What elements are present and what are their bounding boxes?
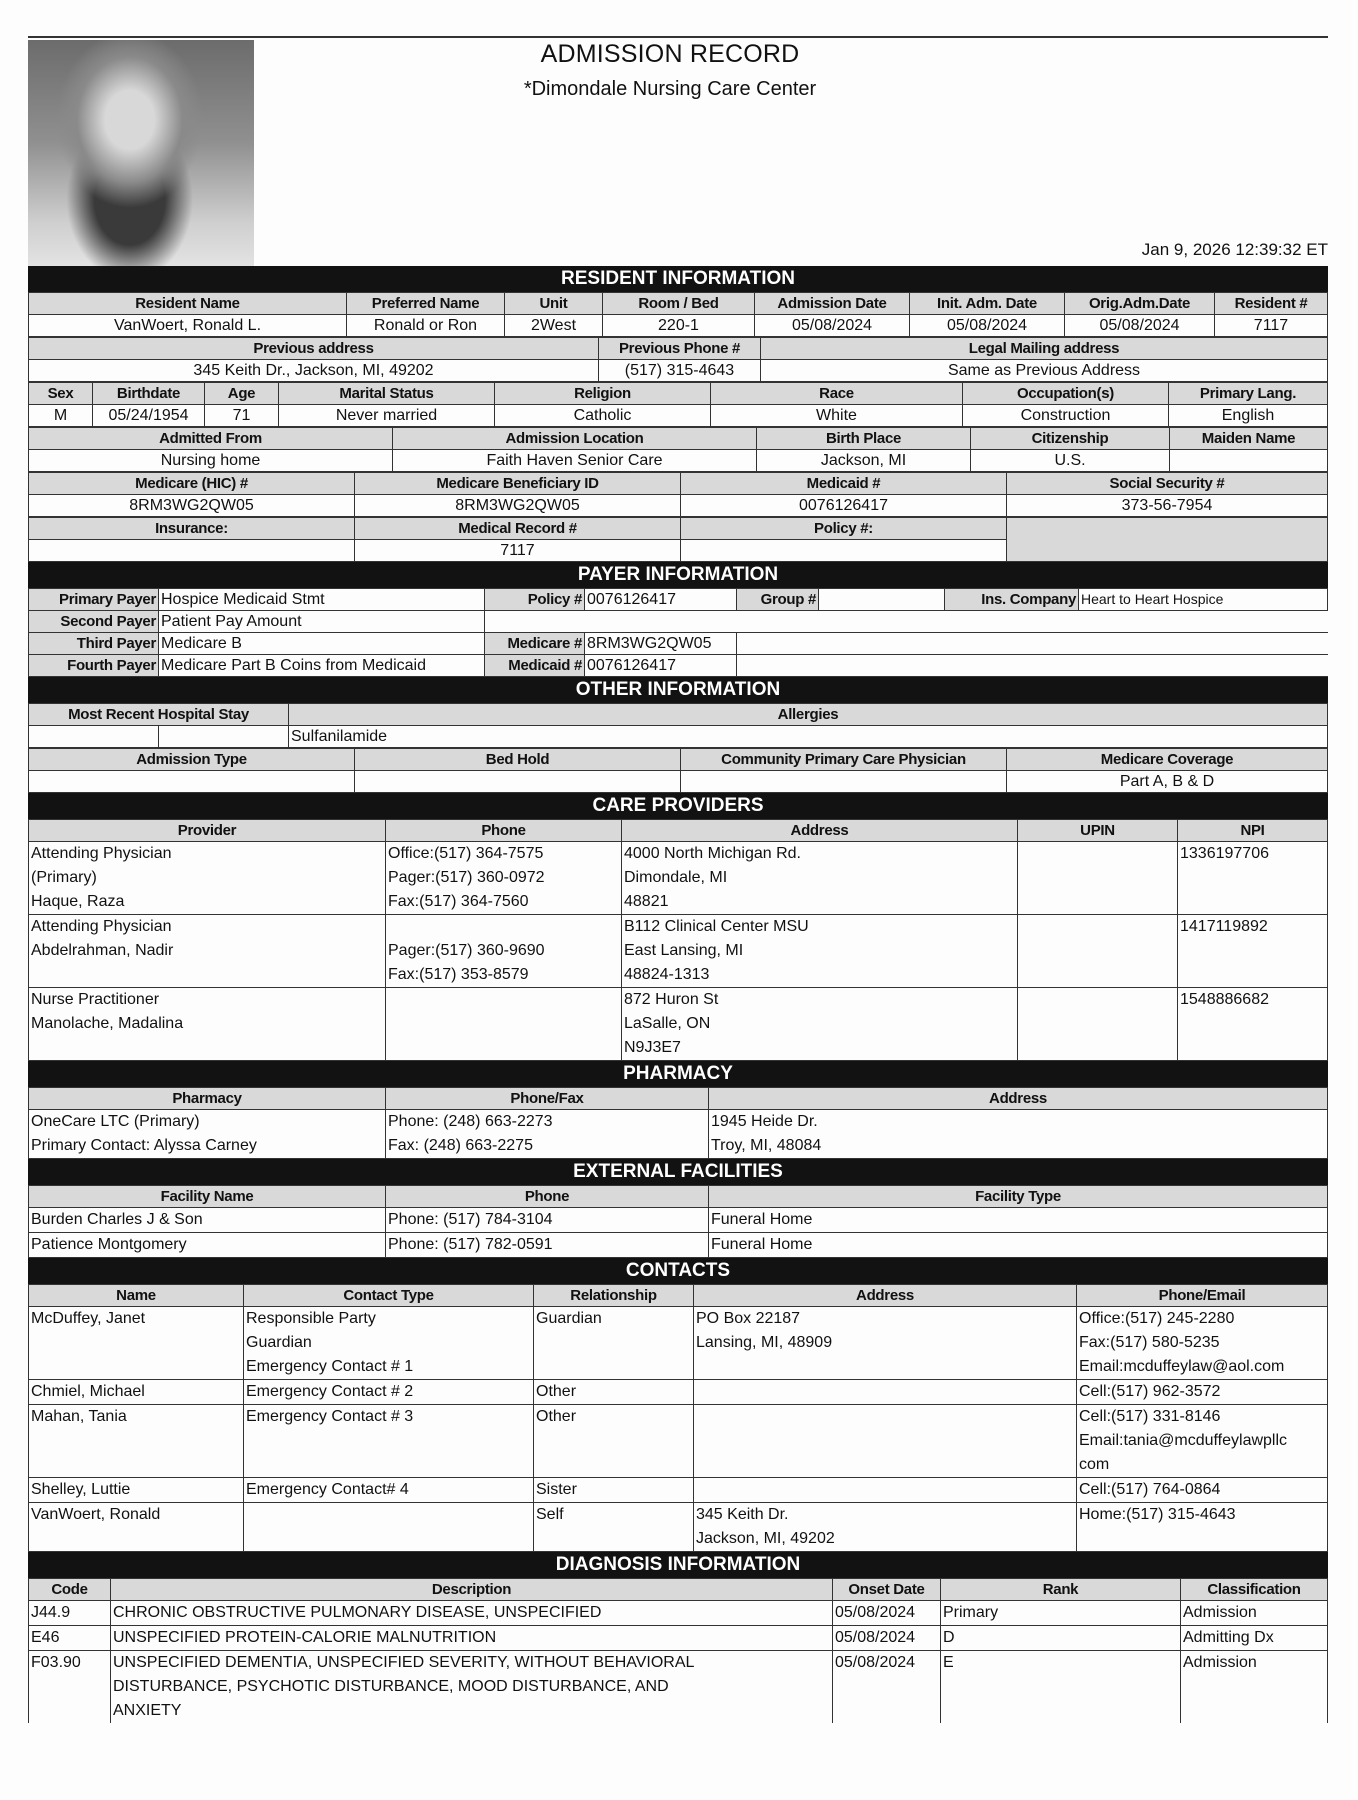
diagnosis-code: E46 — [29, 1626, 111, 1651]
diagnosis-onset: 05/08/2024 — [833, 1601, 941, 1626]
social-security: 373-56-7954 — [1007, 495, 1328, 517]
occupation: Construction — [963, 405, 1169, 427]
provider-line: Attending Physician — [31, 918, 172, 935]
address-line: Lansing, MI, 48909 — [696, 1334, 833, 1351]
contact-row — [29, 1478, 1328, 1503]
phone-line: Fax:(517) 364-7560 — [388, 893, 529, 910]
description-line: ANXIETY — [113, 1702, 182, 1719]
payer-row — [29, 611, 1328, 633]
provider-row — [29, 842, 1328, 915]
label-group: Group # — [737, 589, 819, 611]
contact-name: Chmiel, Michael — [29, 1380, 244, 1405]
label-primary-payer: Primary Payer — [29, 589, 159, 611]
contact-address — [694, 1405, 1077, 1478]
record-body — [28, 266, 1328, 1723]
label-most-recent-hospital-stay: Most Recent Hospital Stay — [29, 704, 289, 726]
label-community-pcp: Community Primary Care Physician — [681, 749, 1007, 771]
facility-type: Funeral Home — [709, 1208, 1328, 1233]
phone-line — [388, 1012, 619, 1036]
label-init-adm-date: Init. Adm. Date — [910, 293, 1065, 315]
label-orig-adm-date: Orig.Adm.Date — [1065, 293, 1215, 315]
birthdate: 05/24/1954 — [93, 405, 205, 427]
address-line: 48824-1313 — [624, 966, 710, 983]
label-race: Race — [711, 383, 963, 405]
description-line: UNSPECIFIED PROTEIN-CALORIE MALNUTRITION — [113, 1629, 497, 1646]
address-line: N9J3E7 — [624, 1039, 681, 1056]
resident-photo — [28, 40, 254, 268]
provider-name — [29, 842, 386, 915]
col-onset-date: Onset Date — [833, 1579, 941, 1601]
phone-line — [388, 988, 619, 1012]
diagnosis-row — [29, 1651, 1328, 1724]
label-maiden-name: Maiden Name — [1170, 428, 1328, 450]
diagnosis-onset: 05/08/2024 — [833, 1651, 941, 1724]
diagnosis-classification: Admission — [1181, 1651, 1328, 1724]
diagnosis-rank: Primary — [941, 1601, 1181, 1626]
unit: 2West — [505, 315, 603, 337]
label-allergies: Allergies — [289, 704, 1328, 726]
section-header-other: OTHER INFORMATION — [28, 677, 1328, 703]
address-line: 872 Huron St — [624, 991, 719, 1008]
diagnosis-classification: Admitting Dx — [1181, 1626, 1328, 1651]
top-rule — [28, 36, 1328, 38]
description-line: DISTURBANCE, PSYCHOTIC DISTURBANCE, MOOD DISTURBANCE, AND — [113, 1678, 669, 1695]
facility-name: Patience Montgomery — [29, 1233, 386, 1258]
pharmacy-line: Primary Contact: Alyssa Carney — [31, 1137, 257, 1154]
resident-row-3 — [28, 382, 1328, 427]
phone-line: Office:(517) 245-2280 — [1079, 1310, 1235, 1327]
provider-line — [31, 1036, 383, 1060]
phone-line: Pager:(517) 360-0972 — [388, 869, 545, 886]
description-line: UNSPECIFIED DEMENTIA, UNSPECIFIED SEVERITY, WITHOUT BEHAVIORAL — [113, 1654, 695, 1671]
col-classification: Classification — [1181, 1579, 1328, 1601]
resident-row-4 — [28, 427, 1328, 472]
facility-phone: Phone: (517) 784-3104 — [386, 1208, 709, 1233]
pharmacy-table — [28, 1087, 1328, 1159]
label-medicare-hic: Medicare (HIC) # — [29, 473, 355, 495]
birth-place: Jackson, MI — [757, 450, 971, 472]
phone-line: Cell:(517) 962-3572 — [1079, 1383, 1221, 1400]
religion: Catholic — [495, 405, 711, 427]
section-header-resident: RESIDENT INFORMATION — [28, 266, 1328, 292]
address-line: 1945 Heide Dr. — [711, 1113, 818, 1130]
pharmacy-line: OneCare LTC (Primary) — [31, 1113, 200, 1130]
care-providers-table — [28, 819, 1328, 1061]
payer-row — [29, 589, 1328, 611]
contact-relationship: Self — [534, 1503, 694, 1552]
medical-record: 7117 — [355, 540, 681, 562]
section-header-external-facilities: EXTERNAL FACILITIES — [28, 1159, 1328, 1185]
contact-type — [244, 1380, 534, 1405]
contact-relationship: Other — [534, 1405, 694, 1478]
resident-number: 7117 — [1215, 315, 1328, 337]
address-line: Troy, MI, 48084 — [711, 1137, 822, 1154]
phone-line: Fax:(517) 580-5235 — [1079, 1334, 1220, 1351]
section-header-payer: PAYER INFORMATION — [28, 562, 1328, 588]
section-header-care-providers: CARE PROVIDERS — [28, 793, 1328, 819]
type-line: Responsible Party — [246, 1310, 376, 1327]
provider-line: Attending Physician — [31, 845, 172, 862]
facility-name: Burden Charles J & Son — [29, 1208, 386, 1233]
contact-name: McDuffey, Janet — [29, 1307, 244, 1380]
contact-type — [244, 1503, 534, 1552]
contact-relationship: Guardian — [534, 1307, 694, 1380]
room-bed: 220-1 — [603, 315, 755, 337]
label-policy-number: Policy #: — [681, 518, 1007, 540]
provider-name — [29, 915, 386, 988]
section-header-diagnosis: DIAGNOSIS INFORMATION — [28, 1552, 1328, 1578]
contact-address — [694, 1503, 1077, 1552]
provider-row — [29, 915, 1328, 988]
provider-line — [31, 963, 383, 987]
contact-relationship: Sister — [534, 1478, 694, 1503]
label-policy: Policy # — [485, 589, 585, 611]
diagnosis-description — [111, 1626, 833, 1651]
address-line: LaSalle, ON — [624, 1015, 711, 1032]
label-bed-hold: Bed Hold — [355, 749, 681, 771]
provider-npi: 1417119892 — [1178, 915, 1328, 988]
label-admitted-from: Admitted From — [29, 428, 393, 450]
facility-name: *Dimondale Nursing Care Center — [523, 78, 817, 100]
previous-phone: (517) 315-4643 — [599, 360, 761, 382]
label-medicare-beneficiary-id: Medicare Beneficiary ID — [355, 473, 681, 495]
diagnosis-rank: E — [941, 1651, 1181, 1724]
label-admission-date: Admission Date — [755, 293, 910, 315]
second-payer: Patient Pay Amount — [159, 611, 485, 633]
diagnosis-row — [29, 1626, 1328, 1651]
medicare-beneficiary-id: 8RM3WG2QW05 — [355, 495, 681, 517]
preferred-name: Ronald or Ron — [347, 315, 505, 337]
phone-line: Phone: (248) 663-2273 — [388, 1113, 553, 1130]
label-age: Age — [205, 383, 279, 405]
contact-address — [694, 1478, 1077, 1503]
medicaid-number-payer: 0076126417 — [585, 655, 737, 677]
group-number — [819, 589, 945, 611]
payer-row — [29, 655, 1328, 677]
label-medicaid-number-payer: Medicaid # — [485, 655, 585, 677]
ins-company: Heart to Heart Hospice — [1079, 589, 1328, 611]
provider-address — [622, 842, 1018, 915]
admitted-from: Nursing home — [29, 450, 393, 472]
contact-name: Shelley, Luttie — [29, 1478, 244, 1503]
address-line: PO Box 22187 — [696, 1310, 801, 1327]
label-birthdate: Birthdate — [93, 383, 205, 405]
label-legal-mailing-address: Legal Mailing address — [761, 338, 1328, 360]
empty-cell — [737, 633, 1328, 655]
provider-npi: 1336197706 — [1178, 842, 1328, 915]
label-resident-number: Resident # — [1215, 293, 1328, 315]
label-religion: Religion — [495, 383, 711, 405]
col-contact-type: Contact Type — [244, 1285, 534, 1307]
contact-phone — [1077, 1503, 1328, 1552]
previous-address: 345 Keith Dr., Jackson, MI, 49202 — [29, 360, 599, 382]
phone-line: Cell:(517) 331-8146 — [1079, 1408, 1221, 1425]
medicare-hic: 8RM3WG2QW05 — [29, 495, 355, 517]
pharmacy-address — [709, 1110, 1328, 1159]
email-line-continued: com — [1079, 1456, 1110, 1473]
provider-address — [622, 915, 1018, 988]
section-header-pharmacy: PHARMACY — [28, 1061, 1328, 1087]
contact-phone — [1077, 1307, 1328, 1380]
provider-address — [622, 988, 1018, 1061]
label-ins-company: Ins. Company — [945, 589, 1079, 611]
maiden-name — [1170, 450, 1328, 472]
email-line[interactable]: Email:mcduffeylaw@aol.com — [1079, 1358, 1285, 1375]
other-info-table-2 — [28, 748, 1328, 793]
facility-row — [29, 1233, 1328, 1258]
provider-line: Haque, Raza — [31, 893, 125, 910]
label-admission-type: Admission Type — [29, 749, 355, 771]
community-pcp — [681, 771, 1007, 793]
address-line: East Lansing, MI — [624, 942, 744, 959]
label-third-payer: Third Payer — [29, 633, 159, 655]
hospital-stay-from — [29, 726, 159, 748]
email-line[interactable]: Email:tania@mcduffeylawpllc — [1079, 1432, 1288, 1449]
contact-row — [29, 1380, 1328, 1405]
payer-table — [28, 588, 1328, 677]
contact-row — [29, 1405, 1328, 1478]
section-header-contacts: CONTACTS — [28, 1258, 1328, 1284]
col-address: Address — [622, 820, 1018, 842]
insurance — [29, 540, 355, 562]
facility-row — [29, 1208, 1328, 1233]
policy-number — [681, 540, 1007, 562]
provider-line: Manolache, Madalina — [31, 1015, 184, 1032]
facility-phone: Phone: (517) 782-0591 — [386, 1233, 709, 1258]
resident-row-5 — [28, 472, 1328, 517]
col-rank: Rank — [941, 1579, 1181, 1601]
phone-line: Fax: (248) 663-2275 — [388, 1137, 533, 1154]
label-social-security: Social Security # — [1007, 473, 1328, 495]
address-line: 4000 North Michigan Rd. — [624, 845, 801, 862]
page-title: ADMISSION RECORD — [540, 40, 800, 68]
contact-name: VanWoert, Ronald — [29, 1503, 244, 1552]
facility-type: Funeral Home — [709, 1233, 1328, 1258]
contact-row — [29, 1503, 1328, 1552]
diagnosis-classification: Admission — [1181, 1601, 1328, 1626]
provider-phone — [386, 842, 622, 915]
provider-phone — [386, 915, 622, 988]
resident-name: VanWoert, Ronald L. — [29, 315, 347, 337]
contact-name: Mahan, Tania — [29, 1405, 244, 1478]
label-admission-location: Admission Location — [393, 428, 757, 450]
label-marital-status: Marital Status — [279, 383, 495, 405]
col-relationship: Relationship — [534, 1285, 694, 1307]
legal-mailing-address: Same as Previous Address — [761, 360, 1328, 382]
col-phone-fax: Phone/Fax — [386, 1088, 709, 1110]
label-birth-place: Birth Place — [757, 428, 971, 450]
init-adm-date: 05/08/2024 — [910, 315, 1065, 337]
provider-upin — [1018, 988, 1178, 1061]
type-line: Emergency Contact # 3 — [246, 1408, 414, 1425]
phone-line: Office:(517) 364-7575 — [388, 845, 544, 862]
contact-type — [244, 1405, 534, 1478]
col-phone: Phone — [386, 820, 622, 842]
diagnosis-row — [29, 1601, 1328, 1626]
description-line: CHRONIC OBSTRUCTIVE PULMONARY DISEASE, UNSPECIFIED — [113, 1604, 602, 1621]
print-timestamp: Jan 9, 2026 12:39:32 ET — [1141, 240, 1328, 259]
contact-relationship: Other — [534, 1380, 694, 1405]
col-contact-address: Address — [694, 1285, 1077, 1307]
hospital-stay-to — [159, 726, 289, 748]
type-line: Emergency Contact# 4 — [246, 1481, 409, 1498]
provider-line: (Primary) — [31, 869, 97, 886]
primary-language: English — [1169, 405, 1328, 427]
label-preferred-name: Preferred Name — [347, 293, 505, 315]
label-unit: Unit — [505, 293, 603, 315]
phone-line: Home:(517) 315-4643 — [1079, 1506, 1236, 1523]
contacts-table — [28, 1284, 1328, 1552]
phone-line — [388, 1036, 619, 1060]
label-occupation: Occupation(s) — [963, 383, 1169, 405]
empty-shaded-cell — [1007, 518, 1328, 562]
resident-row-6 — [28, 517, 1328, 562]
phone-line: Cell:(517) 764-0864 — [1079, 1481, 1221, 1498]
contact-address — [694, 1380, 1077, 1405]
label-room-bed: Room / Bed — [603, 293, 755, 315]
phone-line: Fax:(517) 353-8579 — [388, 966, 529, 983]
external-facilities-table — [28, 1185, 1328, 1258]
diagnosis-description — [111, 1601, 833, 1626]
contact-phone — [1077, 1478, 1328, 1503]
col-code: Code — [29, 1579, 111, 1601]
phone-line: Pager:(517) 360-9690 — [388, 942, 545, 959]
diagnosis-code: F03.90 — [29, 1651, 111, 1724]
col-facility-phone: Phone — [386, 1186, 709, 1208]
diagnosis-code: J44.9 — [29, 1601, 111, 1626]
empty-cell — [737, 655, 1328, 677]
address-line: Dimondale, MI — [624, 869, 728, 886]
provider-upin — [1018, 915, 1178, 988]
diagnosis-table — [28, 1578, 1328, 1723]
address-line: Jackson, MI, 49202 — [696, 1530, 835, 1547]
resident-row-1 — [28, 292, 1328, 337]
type-line: Emergency Contact # 1 — [246, 1358, 414, 1375]
policy-number-payer: 0076126417 — [585, 589, 737, 611]
resident-row-2 — [28, 337, 1328, 382]
allergies: Sulfanilamide — [289, 726, 1328, 748]
label-second-payer: Second Payer — [29, 611, 159, 633]
col-upin: UPIN — [1018, 820, 1178, 842]
diagnosis-rank: D — [941, 1626, 1181, 1651]
contact-phone — [1077, 1405, 1328, 1478]
label-medical-record: Medical Record # — [355, 518, 681, 540]
label-fourth-payer: Fourth Payer — [29, 655, 159, 677]
medicaid-number: 0076126417 — [681, 495, 1007, 517]
primary-payer: Hospice Medicaid Stmt — [159, 589, 485, 611]
label-previous-phone: Previous Phone # — [599, 338, 761, 360]
col-description: Description — [111, 1579, 833, 1601]
provider-phone — [386, 988, 622, 1061]
pharmacy-phone — [386, 1110, 709, 1159]
contact-type — [244, 1478, 534, 1503]
label-sex: Sex — [29, 383, 93, 405]
race: White — [711, 405, 963, 427]
phone-line — [388, 915, 619, 939]
col-phone-email: Phone/Email — [1077, 1285, 1328, 1307]
label-previous-address: Previous address — [29, 338, 599, 360]
col-facility-name: Facility Name — [29, 1186, 386, 1208]
medicare-number-payer: 8RM3WG2QW05 — [585, 633, 737, 655]
address-line: 345 Keith Dr. — [696, 1506, 789, 1523]
contact-address — [694, 1307, 1077, 1380]
provider-upin — [1018, 842, 1178, 915]
address-line: 48821 — [624, 893, 669, 910]
fourth-payer: Medicare Part B Coins from Medicaid — [159, 655, 485, 677]
label-medicaid-number: Medicaid # — [681, 473, 1007, 495]
provider-name — [29, 988, 386, 1061]
col-provider: Provider — [29, 820, 386, 842]
type-line: Guardian — [246, 1334, 312, 1351]
empty-cell — [485, 611, 1328, 633]
diagnosis-onset: 05/08/2024 — [833, 1626, 941, 1651]
orig-adm-date: 05/08/2024 — [1065, 315, 1215, 337]
provider-line: Nurse Practitioner — [31, 991, 160, 1008]
citizenship: U.S. — [971, 450, 1170, 472]
label-primary-language: Primary Lang. — [1169, 383, 1328, 405]
address-line: B112 Clinical Center MSU — [624, 918, 809, 935]
contact-row — [29, 1307, 1328, 1380]
provider-npi: 1548886682 — [1178, 988, 1328, 1061]
label-resident-name: Resident Name — [29, 293, 347, 315]
medicare-coverage: Part A, B & D — [1007, 771, 1328, 793]
bed-hold — [355, 771, 681, 793]
col-pharmacy: Pharmacy — [29, 1088, 386, 1110]
col-facility-type: Facility Type — [709, 1186, 1328, 1208]
marital-status: Never married — [279, 405, 495, 427]
label-citizenship: Citizenship — [971, 428, 1170, 450]
label-medicare-number: Medicare # — [485, 633, 585, 655]
payer-row — [29, 633, 1328, 655]
sex: M — [29, 405, 93, 427]
col-npi: NPI — [1178, 820, 1328, 842]
admission-date: 05/08/2024 — [755, 315, 910, 337]
third-payer: Medicare B — [159, 633, 485, 655]
provider-row — [29, 988, 1328, 1061]
type-line: Emergency Contact # 2 — [246, 1383, 414, 1400]
contact-type — [244, 1307, 534, 1380]
diagnosis-description — [111, 1651, 833, 1724]
age: 71 — [205, 405, 279, 427]
admission-type — [29, 771, 355, 793]
contact-phone — [1077, 1380, 1328, 1405]
col-contact-name: Name — [29, 1285, 244, 1307]
label-medicare-coverage: Medicare Coverage — [1007, 749, 1328, 771]
col-pharmacy-address: Address — [709, 1088, 1328, 1110]
pharmacy-name — [29, 1110, 386, 1159]
label-insurance: Insurance: — [29, 518, 355, 540]
pharmacy-row — [29, 1110, 1328, 1159]
admission-location: Faith Haven Senior Care — [393, 450, 757, 472]
other-info-table-1 — [28, 703, 1328, 748]
provider-line: Abdelrahman, Nadir — [31, 942, 174, 959]
